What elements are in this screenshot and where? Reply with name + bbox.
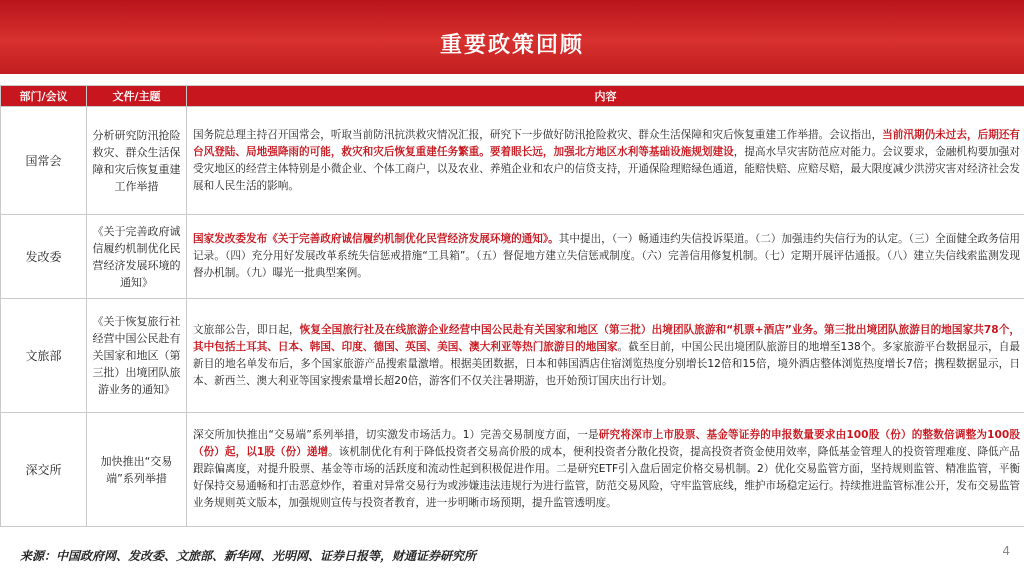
- content-text: 文旅部公告，即日起，: [193, 323, 300, 336]
- topic-cell: 《关于恢复旅行社经营中国公民赴有关国家和地区（第三批）出境团队旅游业务的通知》: [87, 299, 187, 413]
- content-text: 国务院总理主持召开国常会，听取当前防汛抗洪救灾情况汇报，研究下一步做好防汛抢险救灾、群众生活保障和灾后恢复重建工作举措。会议指出，: [193, 128, 883, 141]
- content-cell: [187, 299, 1024, 413]
- policy-table: [0, 85, 1024, 527]
- page-number: 4: [1002, 544, 1010, 558]
- content-highlight: 国家发改委发布《关于完善政府诚信履约机制优化民营经济发展环境的通知》。: [193, 233, 559, 245]
- dept-cell: 文旅部: [1, 299, 87, 413]
- header-dept: 部门/会议: [1, 86, 87, 107]
- topic-cell: 加快推出“交易端”系列举措: [87, 413, 187, 527]
- content-text: 其中提出，（一）畅通违约失信投诉渠道。（二）加强违约失信行为的认定。（三）全面健全政务信用记录。（四）充分用好发展改革系统失信惩戒措施“工具箱”。（五）督促地方建立失信惩戒制度。（六）完善信用修复机制。（七）定期开展评估通报。（八）建立失信线索监测发现督办机制。（九）曝光一批典型案例。: [193, 233, 1020, 279]
- header-topic: 文件/主题: [87, 86, 187, 107]
- content-highlight: 当前汛期仍未过去，后期还有台风登陆、局地强降雨的可能，救灾和灾后恢复重建任务繁重。要着眼长远，加强北方地区水利等基础设施规划建设: [193, 128, 1020, 158]
- dept-cell: 发改委: [1, 215, 87, 299]
- dept-cell: 国常会: [1, 107, 87, 215]
- content-text: ，提高水旱灾害防范应对能力。会议要求，金融机构要加强对受灾地区的经营主体特别是小微企业、个体工商户，以及农业、养殖企业和农户的信贷支持，开通保险理赔绿色通道，能赔快赔、应赔尽赔，最大限度减少洪涝灾害对经济社会发展和人民生活的影响。: [193, 145, 1020, 192]
- dept-cell: 深交所: [1, 413, 87, 527]
- source-note: 来源：中国政府网、发改委、文旅部、新华网、光明网、证券日报等，财通证券研究所: [20, 549, 477, 563]
- header-content: 内容: [187, 86, 1024, 107]
- table-row: [1, 413, 1024, 527]
- content-cell: [187, 215, 1024, 299]
- content-cell: [187, 413, 1024, 527]
- topic-cell: 分析研究防汛抢险救灾、群众生活保障和灾后恢复重建工作举措: [87, 107, 187, 215]
- content-text: 深交所加快推出“交易端”系列举措，切实激发市场活力。1）完善交易制度方面，一是: [193, 429, 599, 441]
- content-text: 。截至目前，中国公民出境团队旅游目的地增至138个。多家旅游平台数据显示，自最新目的地名单发布后，多个国家旅游产品搜索量激增。根据美团数据，日本和韩国酒店住宿浏览热度分别增长12倍和15倍，境外酒店整体浏览热度增长7倍；携程数据显示，日本、新西兰、澳大利亚等国家搜索量增长超20倍，游客们不仅关注暑期游，也开始预订国庆出行计划。: [193, 340, 1021, 387]
- table-row: [1, 299, 1024, 413]
- content-highlight: 研究将深市上市股票、基金等证券的申报数量要求由100股（份）的整数倍调整为100股（份）起，以1股（份）递增: [193, 429, 1020, 458]
- table-row: [1, 107, 1024, 215]
- topic-cell: 《关于完善政府诚信履约机制优化民营经济发展环境的通知》: [87, 215, 187, 299]
- table-header-row: [1, 86, 1024, 107]
- content-text: 。该机制优化有利于降低投资者交易高价股的成本，便利投资者分散化投资，提高投资者资金使用效率，降低基金管理人的投资管理难度、降低产品跟踪偏离度，对提升股票、基金等市场的活跃度和流动性起到积极促进作用。二是研究ETF引入盘后固定价格交易机制。2）优化交易监管方面，坚持规则监管、精准监管，平衡好保持交易通畅和打击恶意炒作，着重对异常交易行为或涉嫌违法违规行为进行监管，防范交易风险，守牢监管底线，维护市场稳定运行。持续推进监管标准公开，发布交易监管业务规则英文版本，加强规则宣传与投资者教育，进一步明晰市场预期，提升监管透明度。: [193, 446, 1020, 509]
- page-title: 重要政策回顾: [439, 32, 584, 58]
- title-banner: [0, 0, 1024, 74]
- table-row: [1, 215, 1024, 299]
- content-highlight: 恢复全国旅行社及在线旅游企业经营中国公民赴有关国家和地区（第三批）出境团队旅游和“机票+酒店”业务。第三批出境团队旅游目的地国家共78个，其中包括土耳其、日本、韩国、印度、德国、英国、美国、澳大利亚等热门旅游目的地国家: [193, 323, 1020, 353]
- content-cell: [187, 107, 1024, 215]
